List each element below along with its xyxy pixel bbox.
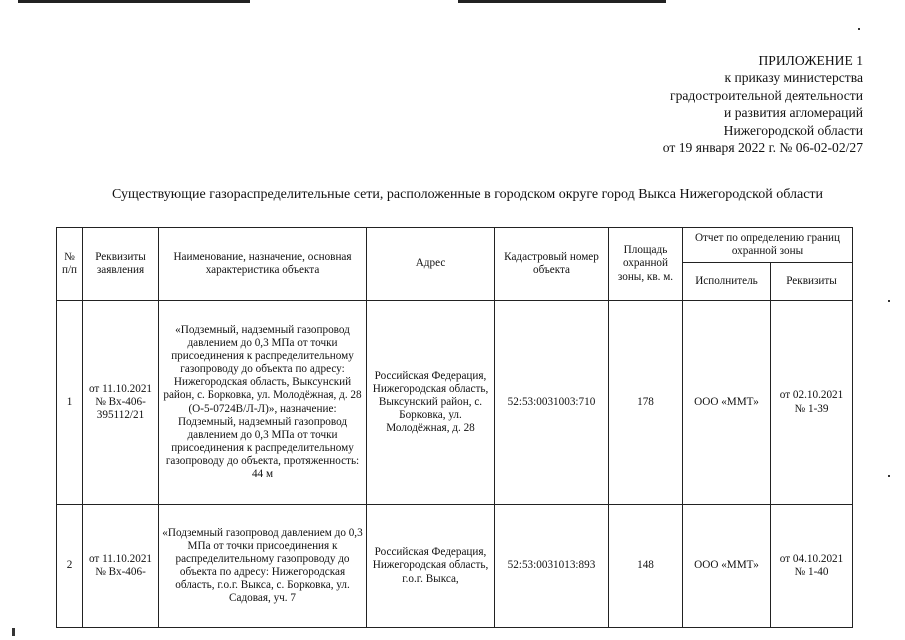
col-header-executor: Исполнитель <box>683 263 771 301</box>
table-row <box>57 505 853 628</box>
cell-address: Российская Федерация, Нижегородская область, г.о.г. Выкса, <box>367 505 495 628</box>
document-title: Существующие газораспределительные сети, расположенные в городском округе город Выкса Нижегородской области <box>111 187 824 202</box>
cell-executor: ООО «ММТ» <box>683 505 771 628</box>
col-header-name: Наименование, назначение, основная характеристика объекта <box>159 228 367 301</box>
scan-speck <box>888 475 890 477</box>
cell-num: 1 <box>57 301 83 505</box>
table-row <box>57 301 853 505</box>
scan-speck <box>858 28 860 30</box>
col-header-address: Адрес <box>367 228 495 301</box>
appendix-line: от 19 января 2022 г. № 06-02-02/27 <box>662 140 863 156</box>
col-header-cadastral: Кадастровый номер объекта <box>495 228 609 301</box>
appendix-line: градостроительной деятельности <box>670 87 863 103</box>
scan-speck <box>888 300 890 302</box>
cell-num: 2 <box>57 505 83 628</box>
cell-requisites: от 11.10.2021 № Вх-406- <box>83 505 159 628</box>
cell-cadastral: 52:53:0031003:710 <box>495 301 609 505</box>
cell-name: «Подземный, надземный газопровод давлением до 0,3 МПа от точки присоединения к распределительному газопроводу до объекта по адресу: Нижегородская область, Выксунский район, с. Борковка, ул. Молодёжная, д. 28 (О-5-0724В/Л-Л)», назначение: Подземный, надземный газопровод давлением до 0,3 МПа от точки присоединения к распределительному газопроводу до объекта, протяженность: 44 м <box>159 301 367 505</box>
cell-area: 178 <box>609 301 683 505</box>
cell-report-requisites: от 02.10.2021 № 1-39 <box>771 301 853 505</box>
cell-name: «Подземный газопровод давлением до 0,3 МПа от точки присоединения к распределительному газопроводу до объекта по адресу: Нижегородская область, г.о.г. Выкса, с. Борковка, ул. Садовая, уч. 7 <box>159 505 367 628</box>
scan-speck <box>12 628 15 636</box>
appendix-line: к приказу министерства <box>724 70 863 86</box>
col-header-num: № п/п <box>57 228 83 301</box>
appendix-line: и развития агломераций <box>724 105 863 121</box>
appendix-line: ПРИЛОЖЕНИЕ 1 <box>758 53 863 68</box>
col-header-area: Площадь охранной зоны, кв. м. <box>609 228 683 301</box>
gas-network-table <box>56 227 853 628</box>
cell-executor: ООО «ММТ» <box>683 301 771 505</box>
appendix-line: Нижегородской области <box>723 122 863 138</box>
appendix-header <box>563 52 863 156</box>
col-header-report: Отчет по определению границ охранной зоны <box>683 228 853 263</box>
cell-cadastral: 52:53:0031013:893 <box>495 505 609 628</box>
cell-report-requisites: от 04.10.2021 № 1-40 <box>771 505 853 628</box>
top-border-right <box>458 0 666 3</box>
col-header-report-requisites: Реквизиты <box>771 263 853 301</box>
cell-address: Российская Федерация, Нижегородская область, Выксунский район, с. Борковка, ул. Молодёжная, д. 28 <box>367 301 495 505</box>
col-header-requisites: Реквизиты заявления <box>83 228 159 301</box>
top-border-left <box>18 0 250 3</box>
cell-area: 148 <box>609 505 683 628</box>
cell-requisites: от 11.10.2021 № Вх-406-395112/21 <box>83 301 159 505</box>
